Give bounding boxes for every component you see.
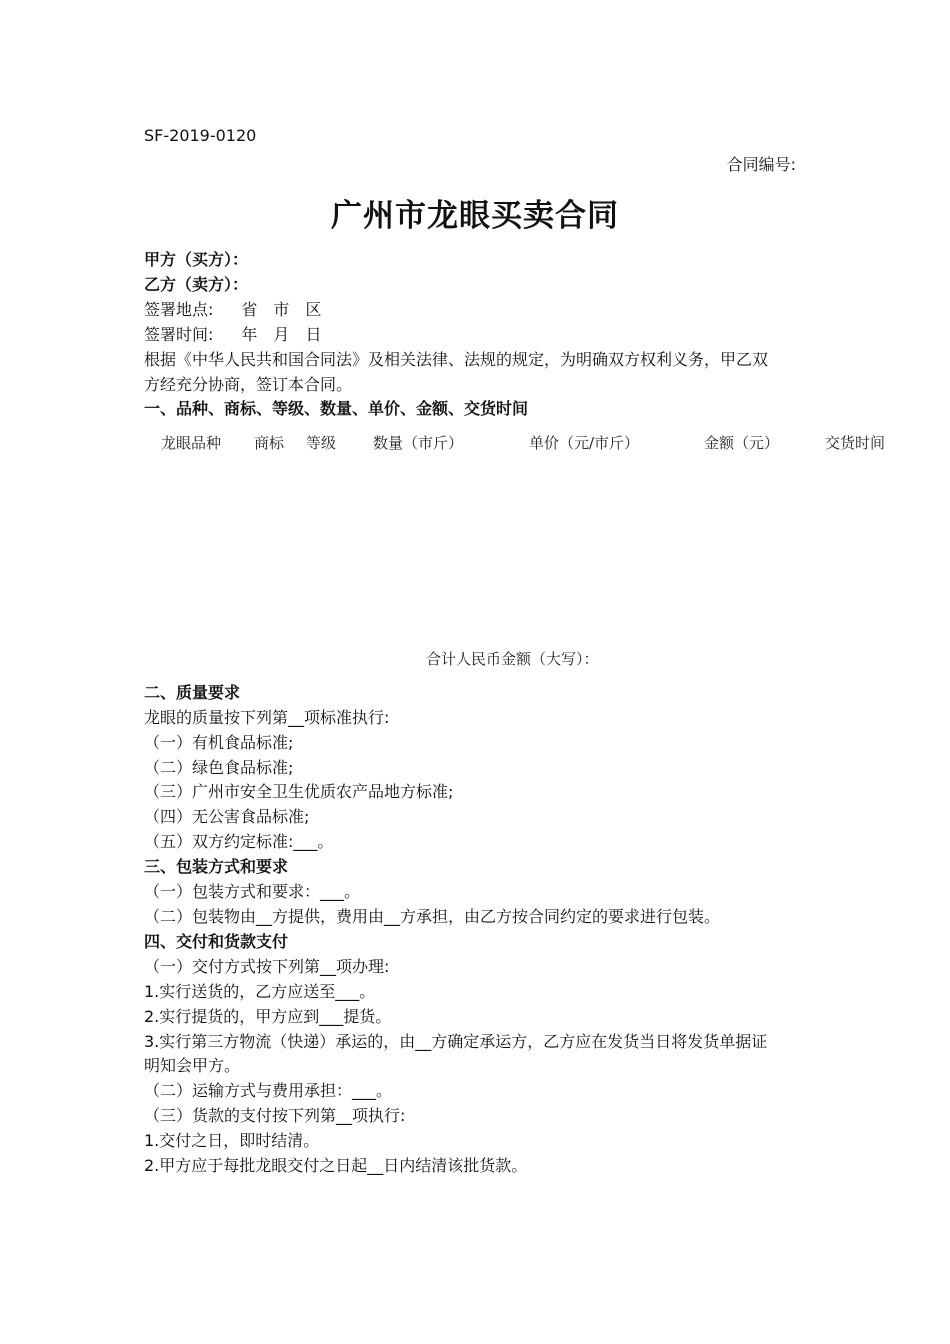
party-b-label: 乙方（卖方）： [144,275,249,294]
section-4-heading: 四、交付和货款支付 [144,932,289,951]
column-header-unit-price: 单价（元/市斤） [529,434,640,452]
preamble-line-1: 根据《中华人民共和国合同法》及相关法律、法规的规定，为明确双方权利义务，甲乙双 [144,350,769,369]
column-header-grade: 等级 [306,434,337,452]
delivery-line: 1.交付之日，即时结清。 [144,1131,320,1150]
contract-number-label: 合同编号: [726,155,796,174]
quality-item: （四）无公害食品标准; [144,807,310,826]
quality-item: （二）绿色食品标准; [144,758,294,777]
delivery-line: （二）运输方式与费用承担：___。 [144,1081,393,1100]
month-label: 月 [273,325,290,344]
column-header-variety: 龙眼品种 [161,434,222,452]
delivery-line: （三）货款的支付按下列第__项执行: [144,1106,406,1125]
district-label: 区 [305,300,322,319]
quality-item: （五）双方约定标准:___。 [144,832,334,851]
year-label: 年 [241,325,258,344]
signing-place-label: 签署地点: [144,300,214,319]
section-3-heading: 三、包装方式和要求 [144,857,289,876]
packaging-item: （二）包装物由__方提供，费用由__方承担，由乙方按合同约定的要求进行包装。 [144,907,721,926]
signing-time-label: 签署时间: [144,325,214,344]
total-amount-label: 合计人民币金额（大写）： [426,650,599,668]
quality-intro: 龙眼的质量按下列第__项标准执行: [144,708,390,727]
delivery-line: （一）交付方式按下列第__项办理: [144,957,390,976]
section-2-heading: 二、质量要求 [144,683,241,702]
day-label: 日 [305,325,322,344]
preamble-line-2: 方经充分协商，签订本合同。 [144,375,353,394]
column-header-delivery-time: 交货时间 [825,434,886,452]
document-code: SF-2019-0120 [144,126,257,145]
packaging-item: （一）包装方式和要求：___。 [144,882,361,901]
delivery-line: 2.实行提货的，甲方应到___提货。 [144,1007,392,1026]
signing-place-line [144,299,321,321]
column-header-amount: 金额（元） [704,434,780,452]
page-title: 广州市龙眼买卖合同 [331,198,619,234]
section-1-heading: 一、品种、商标、等级、数量、单价、金额、交货时间 [144,399,529,418]
column-header-quantity: 数量（市斤） [373,434,464,452]
delivery-line: 明知会甲方。 [144,1056,241,1075]
signing-time-line [144,324,321,346]
delivery-line: 2.甲方应于每批龙眼交付之日起__日内结清该批货款。 [144,1156,528,1175]
delivery-line: 3.实行第三方物流（快递）承运的，由__方确定承运方，乙方应在发货当日将发货单据证 [144,1032,768,1051]
city-label: 市 [273,300,290,319]
quality-item: （一）有机食品标准; [144,733,294,752]
delivery-line: 1.实行送货的，乙方应送至___。 [144,982,376,1001]
party-a-label: 甲方（买方）： [144,250,249,269]
column-header-brand: 商标 [254,434,285,452]
quality-item: （三）广州市安全卫生优质农产品地方标准; [144,782,454,801]
province-label: 省 [241,300,258,319]
